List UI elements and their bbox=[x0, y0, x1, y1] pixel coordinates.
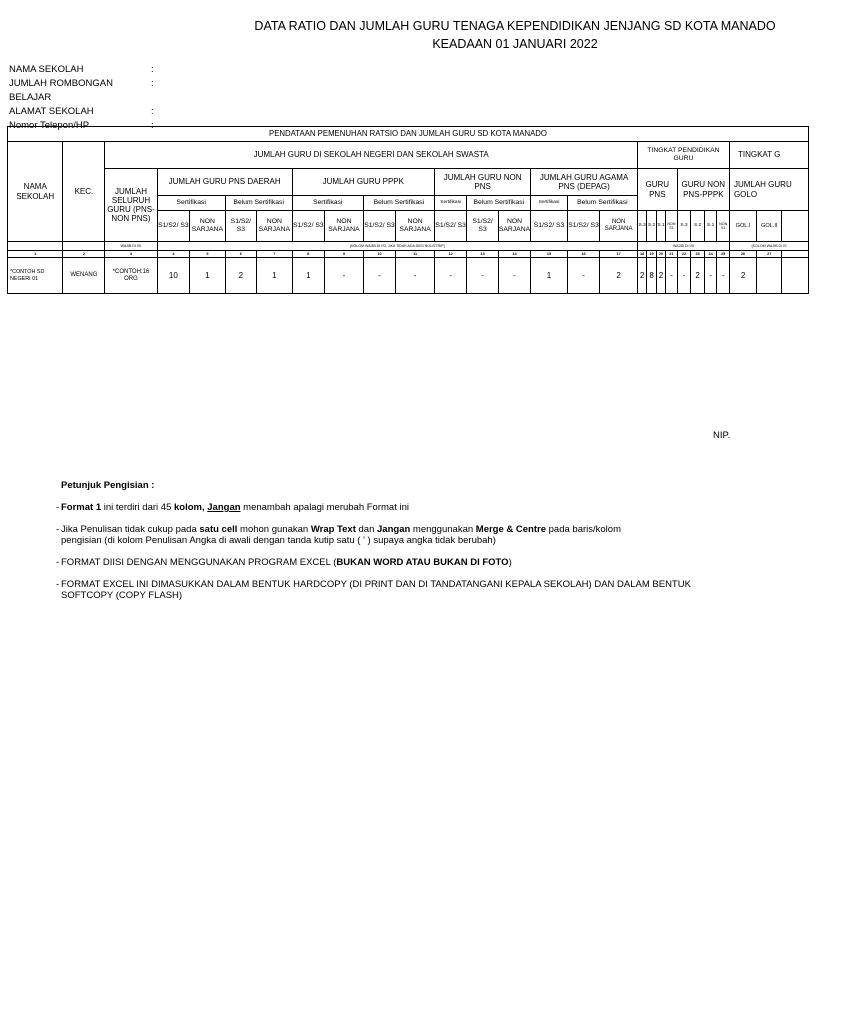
info-label: JUMLAH ROMBONGAN BELAJAR bbox=[9, 78, 113, 103]
instruction-text: Jangan bbox=[207, 502, 241, 513]
instruction-text: menambah apalagi merubah Format ini bbox=[240, 502, 409, 513]
table-cell: 8 bbox=[647, 258, 656, 294]
column-number: 20 bbox=[656, 251, 665, 258]
table-cell: - bbox=[717, 258, 730, 294]
instruction-text: satu cell bbox=[199, 524, 238, 535]
instruction-text: Jangan bbox=[377, 524, 411, 535]
table-cell: 2 bbox=[225, 258, 256, 294]
header-tingkat-cut: TINGKAT G bbox=[729, 142, 808, 169]
table-cell: - bbox=[666, 258, 678, 294]
note-kolom-wajib: (KOLOM WAJIB DI ISI, JIKA TIDAK ADA DIISI NOL/STRIP) bbox=[157, 242, 637, 251]
header-belum-sertifikasi: Belum Sertifikasi bbox=[567, 196, 637, 211]
info-row-nama-sekolah bbox=[9, 63, 154, 77]
table-cell: 2 bbox=[656, 258, 665, 294]
column-number: 26 bbox=[729, 251, 756, 258]
column-number bbox=[782, 251, 809, 258]
table-cell: - bbox=[677, 258, 691, 294]
header-non-s1: NON S1 bbox=[717, 211, 730, 242]
table-cell: - bbox=[704, 258, 717, 294]
nip-label: NIP. bbox=[713, 430, 731, 441]
note-wajib: WAJIB DI ISI bbox=[637, 242, 729, 251]
table-cell: 1 bbox=[292, 258, 324, 294]
header-guru-non-pns-pppk: GURU NON PNS-PPPK bbox=[677, 169, 729, 211]
table-cell: 10 bbox=[157, 258, 189, 294]
header-s-degree: S1/S2/ S3 bbox=[531, 211, 568, 242]
header-s-degree: S1/S2/ S3 bbox=[567, 211, 599, 242]
header-s3: S.3 bbox=[677, 211, 691, 242]
table-cell: 2 bbox=[600, 258, 638, 294]
column-number: 7 bbox=[257, 251, 293, 258]
teacher-ratio-table bbox=[7, 126, 809, 294]
column-number: 18 bbox=[637, 251, 646, 258]
instruction-dash: - bbox=[56, 502, 60, 513]
header-agama-pns: JUMLAH GURU AGAMA PNS (DEPAG) bbox=[531, 169, 638, 196]
info-separator: : bbox=[151, 64, 154, 75]
note-wajib: WAJIB DI ISI bbox=[105, 242, 157, 251]
header-belum-sertifikasi: Belum Sertifikasi bbox=[225, 196, 292, 211]
instruction-text: pengisian (di kolom Penulisan Angka di awali dengan tanda kutip satu ( ' ) supaya angka tidak berubah) bbox=[61, 535, 496, 546]
column-number: 4 bbox=[157, 251, 189, 258]
header-non-sarjana: NON SARJANA bbox=[257, 211, 293, 242]
cell-total-teachers: *CONTOH:16 ORG bbox=[105, 258, 157, 294]
header-sertifikasi: Sertifikasi bbox=[157, 196, 225, 211]
header-belum-sertifikasi: Belum Sertifikasi bbox=[467, 196, 531, 211]
info-label: Nomor Telepon/HP bbox=[9, 120, 90, 131]
instruction-text: FORMAT DIISI DENGAN MENGGUNAKAN PROGRAM EXCEL ( bbox=[61, 557, 337, 568]
header-s1: S.1 bbox=[704, 211, 717, 242]
instruction-text: Format 1 bbox=[61, 502, 102, 513]
column-number: 5 bbox=[190, 251, 226, 258]
table-cell: - bbox=[325, 258, 364, 294]
header-non-sarjana: NON SARJANA bbox=[396, 211, 435, 242]
column-number: 14 bbox=[498, 251, 530, 258]
header-s-degree: S1/S2/ S3 bbox=[157, 211, 189, 242]
header-jumlah-guru-sekolah: JUMLAH GURU DI SEKOLAH NEGERI DAN SEKOLAH SWASTA bbox=[105, 142, 638, 169]
header-gol-next bbox=[782, 211, 809, 242]
instruction-item bbox=[56, 502, 756, 513]
info-label: ALAMAT SEKOLAH bbox=[9, 106, 94, 117]
instruction-text: FORMAT EXCEL INI DIMASUKKAN DALAM BENTUK HARDCOPY (DI PRINT DAN DI TANDATANGANI KEPALA SEKOLAH) DAN DALAM BENTUK bbox=[61, 579, 691, 590]
header-gol-i: GOL.I bbox=[729, 211, 756, 242]
header-sertifikasi: Sertifikasi bbox=[531, 196, 568, 211]
header-kec: KEC. bbox=[63, 142, 105, 242]
column-number: 22 bbox=[677, 251, 691, 258]
table-cell: 1 bbox=[257, 258, 293, 294]
band-row bbox=[8, 127, 809, 142]
instruction-text: kolom, bbox=[174, 502, 205, 513]
document-title: DATA RATIO DAN JUMLAH GURU TENAGA KEPENDIDIKAN JENJANG SD KOTA MANADO bbox=[254, 19, 776, 33]
header-gol-ii: GOL.II bbox=[757, 211, 782, 242]
instruction-text: dan bbox=[355, 524, 378, 535]
column-number: 24 bbox=[704, 251, 717, 258]
header-pppk: JUMLAH GURU PPPK bbox=[292, 169, 434, 196]
instruction-dash: - bbox=[56, 524, 60, 535]
header-nama-sekolah: NAMA SEKOLAH bbox=[8, 142, 63, 242]
instruction-dash: - bbox=[56, 579, 60, 590]
table-cell: - bbox=[498, 258, 530, 294]
note-kolom-wajib-cut: (KOLOM WAJIB DI IS bbox=[729, 242, 808, 251]
column-number: 9 bbox=[325, 251, 364, 258]
column-number: 13 bbox=[467, 251, 498, 258]
header-non-sarjana: NON SARJANA bbox=[600, 211, 638, 242]
instruction-text: Wrap Text bbox=[310, 524, 356, 535]
header-s-degree: S1/S2/ S3 bbox=[434, 211, 466, 242]
column-number: 11 bbox=[396, 251, 435, 258]
column-number: 8 bbox=[292, 251, 324, 258]
header-non-sarjana: NON SARJANA bbox=[325, 211, 364, 242]
header-jumlah-golongan: JUMLAH GURU GOLO bbox=[729, 169, 808, 211]
instruction-item bbox=[56, 579, 756, 601]
column-number: 15 bbox=[531, 251, 568, 258]
category-header-row bbox=[8, 169, 809, 196]
column-number: 12 bbox=[434, 251, 466, 258]
column-number: 27 bbox=[757, 251, 782, 258]
column-number: 1 bbox=[8, 251, 63, 258]
instruction-text: Merge & Centre bbox=[475, 524, 546, 535]
column-number: 16 bbox=[567, 251, 599, 258]
instruction-text: ) bbox=[508, 557, 512, 568]
group-header-row bbox=[8, 142, 809, 169]
instruction-text: BUKAN WORD ATAU BUKAN DI FOTO bbox=[336, 557, 509, 568]
header-pns-daerah: JUMLAH GURU PNS DAERAH bbox=[157, 169, 292, 196]
table-cell: 1 bbox=[190, 258, 226, 294]
instruction-text: SOFTCOPY (COPY FLASH) bbox=[61, 590, 183, 601]
column-number: 3 bbox=[105, 251, 157, 258]
header-belum-sertifikasi: Belum Sertifikasi bbox=[363, 196, 434, 211]
info-separator: : bbox=[151, 120, 154, 131]
document-subtitle: KEADAAN 01 JANUARI 2022 bbox=[432, 37, 598, 51]
table-cell: - bbox=[434, 258, 466, 294]
instruction-text: Jika Penulisan tidak cukup pada bbox=[61, 524, 200, 535]
table-cell: - bbox=[363, 258, 395, 294]
table-cell: - bbox=[467, 258, 498, 294]
column-number: 10 bbox=[363, 251, 395, 258]
header-s-degree: S1/S2/ S3 bbox=[467, 211, 498, 242]
cell-school-name: *CONTOH SD NEGERI 01 bbox=[8, 258, 63, 294]
note-row bbox=[8, 242, 809, 251]
header-s1: S.1 bbox=[656, 211, 665, 242]
instruction-text: menggunakan bbox=[410, 524, 476, 535]
instruction-text: mohon gunakan bbox=[237, 524, 311, 535]
column-number: 19 bbox=[647, 251, 656, 258]
table-cell bbox=[757, 258, 782, 294]
header-s-degree: S1/S2/ S3 bbox=[225, 211, 256, 242]
table-cell: 2 bbox=[637, 258, 646, 294]
note-cell bbox=[63, 242, 105, 251]
header-s-degree: S1/S2/ S3 bbox=[292, 211, 324, 242]
info-row-alamat bbox=[9, 105, 154, 119]
spreadsheet-area bbox=[7, 126, 792, 308]
cell-kecamatan: WENANG bbox=[63, 258, 105, 294]
header-sertifikasi: Sertifikasi bbox=[292, 196, 363, 211]
header-non-s1: NON S1 bbox=[666, 211, 678, 242]
instruction-dash: - bbox=[56, 557, 60, 568]
info-label: NAMA SEKOLAH bbox=[9, 64, 84, 75]
instruction-item bbox=[56, 557, 756, 568]
header-guru-pns: GURU PNS bbox=[637, 169, 677, 211]
instructions-block bbox=[56, 480, 756, 612]
table-cell: - bbox=[396, 258, 435, 294]
header-s2: S.2 bbox=[647, 211, 656, 242]
note-cell bbox=[8, 242, 63, 251]
table-cell: - bbox=[567, 258, 599, 294]
instruction-text: ini terdiri dari 45 bbox=[101, 502, 174, 513]
column-number: 17 bbox=[600, 251, 638, 258]
column-number: 23 bbox=[691, 251, 705, 258]
table-cell: 1 bbox=[531, 258, 568, 294]
header-s-degree: S1/S2/ S3 bbox=[363, 211, 395, 242]
instruction-text: pada baris/kolom bbox=[546, 524, 621, 535]
header-non-pns: JUMLAH GURU NON PNS bbox=[434, 169, 530, 196]
info-row-rombongan bbox=[9, 77, 154, 105]
header-non-sarjana: NON SARJANA bbox=[498, 211, 530, 242]
column-number: 6 bbox=[225, 251, 256, 258]
info-separator: : bbox=[151, 106, 154, 117]
table-cell: 2 bbox=[691, 258, 705, 294]
header-s2: S.2 bbox=[691, 211, 705, 242]
table-cell: 2 bbox=[729, 258, 756, 294]
band-title: PENDATAAN PEMENUHAN RATSIO DAN JUMLAH GURU SD KOTA MANADO bbox=[8, 127, 809, 142]
header-s3: S.3 bbox=[637, 211, 646, 242]
header-sertifikasi: Sertifikasi bbox=[434, 196, 466, 211]
info-separator: : bbox=[151, 78, 154, 89]
table-row bbox=[8, 258, 809, 294]
header-tingkat-pendidikan: TINGKAT PENDIDIKAN GURU bbox=[637, 142, 729, 169]
header-jumlah-seluruh: JUMLAH SELURUH GURU (PNS-NON PNS) bbox=[105, 169, 157, 242]
school-info-block bbox=[9, 63, 154, 133]
instruction-item bbox=[56, 524, 756, 546]
table-cell bbox=[782, 258, 809, 294]
header-non-sarjana: NON SARJANA bbox=[190, 211, 226, 242]
instructions-heading: Petunjuk Pengisian : bbox=[61, 480, 155, 491]
column-number-row bbox=[8, 251, 809, 258]
column-number: 25 bbox=[717, 251, 730, 258]
column-number: 21 bbox=[666, 251, 678, 258]
column-number: 2 bbox=[63, 251, 105, 258]
